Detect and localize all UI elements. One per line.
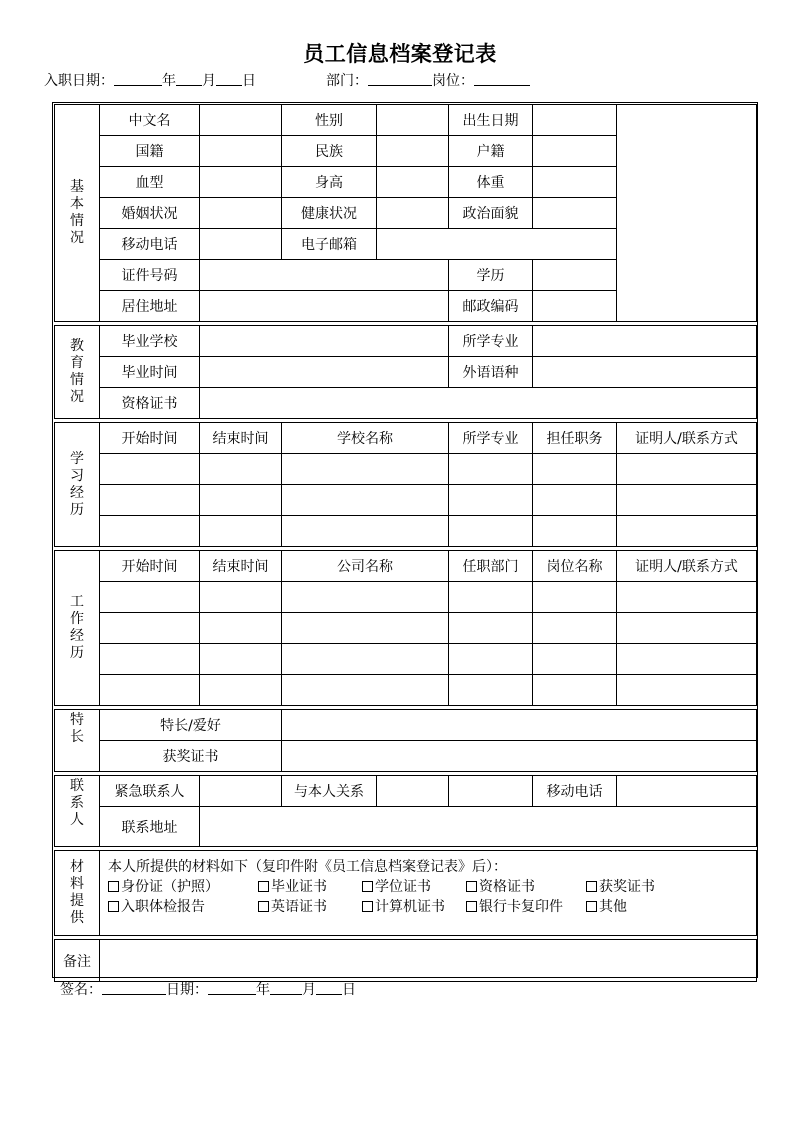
field-emergency[interactable]: [200, 776, 282, 807]
label-contact-mobile: 移动电话: [533, 776, 617, 807]
label-chinese-name: 中文名: [100, 105, 200, 136]
sign-day-label: 日: [342, 982, 356, 998]
label-language: 外语语种: [449, 357, 533, 388]
checkbox-icon: [258, 881, 269, 892]
study-row: [55, 454, 757, 485]
label-grad-time: 毕业时间: [100, 357, 200, 388]
work-header-position: 岗位名称: [533, 551, 617, 582]
study-cell[interactable]: [449, 516, 533, 547]
dept-post-line: [326, 71, 530, 91]
photo-area[interactable]: [617, 105, 757, 322]
study-cell[interactable]: [449, 454, 533, 485]
work-cell[interactable]: [533, 613, 617, 644]
field-email[interactable]: [377, 229, 617, 260]
work-cell[interactable]: [282, 675, 449, 706]
label-gender: 性别: [282, 105, 377, 136]
field-gender[interactable]: [377, 105, 449, 136]
study-cell[interactable]: [617, 516, 757, 547]
sign-month-blank[interactable]: [270, 981, 302, 995]
section-remarks: 备注: [55, 940, 100, 982]
label-health: 健康状况: [282, 198, 377, 229]
study-header-role: 担任职务: [533, 423, 617, 454]
checkbox-id-card[interactable]: 身份证（护照）: [108, 877, 258, 897]
study-cell[interactable]: [617, 454, 757, 485]
dept-label: 部门：: [326, 73, 368, 89]
checkbox-icon: [466, 901, 477, 912]
study-cell[interactable]: [100, 516, 200, 547]
field-nationality[interactable]: [200, 136, 282, 167]
checkbox-computer[interactable]: 计算机证书: [362, 897, 466, 917]
study-cell[interactable]: [533, 454, 617, 485]
section-work: 工作经历: [55, 551, 100, 706]
dept-blank[interactable]: [368, 72, 432, 86]
field-grad-time[interactable]: [200, 357, 449, 388]
work-cell[interactable]: [282, 613, 449, 644]
post-blank[interactable]: [474, 72, 530, 86]
field-cert[interactable]: [200, 388, 757, 419]
sign-label: 签名：: [60, 982, 102, 998]
study-header-referee: 证明人/联系方式: [617, 423, 757, 454]
work-cell[interactable]: [617, 675, 757, 706]
work-cell[interactable]: [449, 644, 533, 675]
checkbox-icon: [362, 881, 373, 892]
work-cell[interactable]: [200, 582, 282, 613]
checkbox-bank-card[interactable]: 银行卡复印件: [466, 897, 586, 917]
study-header-major: 所学专业: [449, 423, 533, 454]
study-cell[interactable]: [100, 485, 200, 516]
checkbox-degree[interactable]: 学位证书: [362, 877, 466, 897]
sign-blank[interactable]: [102, 981, 166, 995]
field-hukou[interactable]: [533, 136, 617, 167]
field-ethnicity[interactable]: [377, 136, 449, 167]
work-cell[interactable]: [200, 613, 282, 644]
entry-year-label: 年: [162, 73, 176, 89]
field-relation[interactable]: [377, 776, 449, 807]
field-height[interactable]: [377, 167, 449, 198]
label-cert: 资格证书: [100, 388, 200, 419]
checkbox-english[interactable]: 英语证书: [258, 897, 362, 917]
work-cell[interactable]: [533, 675, 617, 706]
label-weight: 体重: [449, 167, 533, 198]
label-mobile: 移动电话: [100, 229, 200, 260]
sign-month-label: 月: [302, 982, 316, 998]
field-hobby[interactable]: [282, 710, 757, 741]
work-cell[interactable]: [200, 675, 282, 706]
work-cell[interactable]: [100, 582, 200, 613]
checkbox-icon: [108, 901, 119, 912]
sign-day-blank[interactable]: [316, 981, 342, 995]
work-row: [55, 613, 757, 644]
study-header-start: 开始时间: [100, 423, 200, 454]
work-cell[interactable]: [617, 613, 757, 644]
post-label: 岗位：: [432, 73, 474, 89]
work-row: [55, 582, 757, 613]
checkbox-qualification[interactable]: 资格证书: [466, 877, 586, 897]
field-school[interactable]: [200, 326, 449, 357]
field-health[interactable]: [377, 198, 449, 229]
label-education: 学历: [449, 260, 533, 291]
field-chinese-name[interactable]: [200, 105, 282, 136]
work-cell[interactable]: [100, 675, 200, 706]
study-row: [55, 516, 757, 547]
label-blood-type: 血型: [100, 167, 200, 198]
materials-intro: 本人所提供的材料如下（复印件附《员工信息档案登记表》后）：: [108, 859, 507, 875]
label-hukou: 户籍: [449, 136, 533, 167]
checkbox-icon: [586, 881, 597, 892]
label-height: 身高: [282, 167, 377, 198]
work-cell[interactable]: [449, 613, 533, 644]
study-cell[interactable]: [200, 516, 282, 547]
entry-day-blank[interactable]: [216, 72, 242, 86]
field-address[interactable]: [200, 291, 449, 322]
label-birth-date: 出生日期: [449, 105, 533, 136]
label-hobby: 特长/爱好: [100, 710, 282, 741]
label-relation: 与本人关系: [282, 776, 377, 807]
checkbox-medical[interactable]: 入职体检报告: [108, 897, 258, 917]
work-header-start: 开始时间: [100, 551, 200, 582]
employee-info-table: [54, 104, 757, 982]
checkbox-award[interactable]: 获奖证书: [586, 877, 655, 897]
checkbox-diploma[interactable]: 毕业证书: [258, 877, 362, 897]
work-cell[interactable]: [282, 582, 449, 613]
sign-year-blank[interactable]: [208, 981, 256, 995]
work-header-company: 公司名称: [282, 551, 449, 582]
section-education: 教育情况: [55, 326, 100, 419]
study-cell[interactable]: [282, 516, 449, 547]
work-header-referee: 证明人/联系方式: [617, 551, 757, 582]
checkbox-icon: [108, 881, 119, 892]
signature-line: [60, 980, 356, 1000]
label-id-number: 证件号码: [100, 260, 200, 291]
work-row: [55, 675, 757, 706]
field-blood-type[interactable]: [200, 167, 282, 198]
field-postcode[interactable]: [533, 291, 617, 322]
entry-month-label: 月: [202, 73, 216, 89]
work-cell[interactable]: [533, 644, 617, 675]
label-major: 所学专业: [449, 326, 533, 357]
entry-year-blank[interactable]: [114, 72, 162, 86]
field-language[interactable]: [533, 357, 757, 388]
sign-year-label: 年: [256, 982, 270, 998]
field-relation-extra[interactable]: [449, 776, 533, 807]
checkbox-other[interactable]: 其他: [586, 897, 627, 917]
work-cell[interactable]: [533, 582, 617, 613]
entry-date-label: 入职日期：: [44, 73, 114, 89]
checkbox-icon: [362, 901, 373, 912]
entry-month-blank[interactable]: [176, 72, 202, 86]
field-major[interactable]: [533, 326, 757, 357]
study-cell[interactable]: [282, 485, 449, 516]
work-cell[interactable]: [617, 644, 757, 675]
label-nationality: 国籍: [100, 136, 200, 167]
study-cell[interactable]: [282, 454, 449, 485]
study-cell[interactable]: [533, 485, 617, 516]
field-political[interactable]: [533, 198, 617, 229]
label-emergency: 紧急联系人: [100, 776, 200, 807]
label-contact-address: 联系地址: [100, 807, 200, 847]
label-school: 毕业学校: [100, 326, 200, 357]
study-header-end: 结束时间: [200, 423, 282, 454]
label-email: 电子邮箱: [282, 229, 377, 260]
field-birth-date[interactable]: [533, 105, 617, 136]
label-address: 居住地址: [100, 291, 200, 322]
form-title: 员工信息档案登记表: [303, 42, 497, 66]
work-cell[interactable]: [200, 644, 282, 675]
field-award[interactable]: [282, 741, 757, 772]
study-cell[interactable]: [100, 454, 200, 485]
study-cell[interactable]: [200, 454, 282, 485]
field-weight[interactable]: [533, 167, 617, 198]
work-cell[interactable]: [100, 613, 200, 644]
checkbox-icon: [586, 901, 597, 912]
field-mobile[interactable]: [200, 229, 282, 260]
sign-date-label: 日期：: [166, 982, 208, 998]
label-marital: 婚姻状况: [100, 198, 200, 229]
section-study: 学习经历: [55, 423, 100, 547]
work-cell[interactable]: [449, 675, 533, 706]
section-basic-info: 基本情况: [55, 105, 100, 322]
field-marital[interactable]: [200, 198, 282, 229]
section-contact: 联系人: [55, 776, 100, 847]
study-row: [55, 485, 757, 516]
label-postcode: 邮政编码: [449, 291, 533, 322]
field-education[interactable]: [533, 260, 617, 291]
label-award: 获奖证书: [100, 741, 282, 772]
study-cell[interactable]: [617, 485, 757, 516]
study-cell[interactable]: [533, 516, 617, 547]
field-contact-mobile[interactable]: [617, 776, 757, 807]
checkbox-icon: [466, 881, 477, 892]
study-header-school: 学校名称: [282, 423, 449, 454]
study-cell[interactable]: [200, 485, 282, 516]
work-header-dept: 任职部门: [449, 551, 533, 582]
materials-row-1: [108, 877, 756, 897]
work-cell[interactable]: [100, 644, 200, 675]
entry-day-label: 日: [242, 73, 256, 89]
work-row: [55, 644, 757, 675]
work-cell[interactable]: [449, 582, 533, 613]
study-cell[interactable]: [449, 485, 533, 516]
work-cell[interactable]: [282, 644, 449, 675]
entry-date-line: [44, 71, 256, 91]
field-contact-address[interactable]: [200, 807, 757, 847]
work-cell[interactable]: [617, 582, 757, 613]
materials-cell: [100, 851, 757, 936]
section-materials: 材料提供: [55, 851, 100, 936]
work-header-end: 结束时间: [200, 551, 282, 582]
label-political: 政治面貌: [449, 198, 533, 229]
materials-row-2: [108, 897, 756, 917]
label-ethnicity: 民族: [282, 136, 377, 167]
field-id-number[interactable]: [200, 260, 449, 291]
checkbox-icon: [258, 901, 269, 912]
section-talent: 特长: [55, 710, 100, 772]
field-remarks[interactable]: [100, 940, 757, 982]
